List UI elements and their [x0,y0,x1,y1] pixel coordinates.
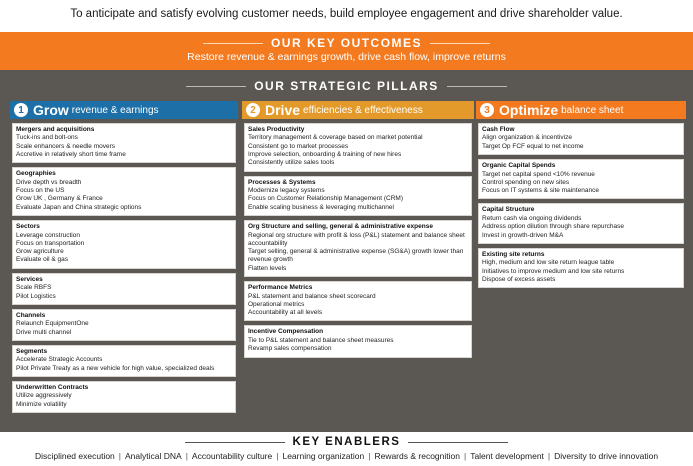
pillar-card [12,123,236,163]
card-item: Target selling, general & administrative expense (SG&A) growth lower than revenue growth [248,248,464,264]
separator: | [118,451,122,461]
card-item: Accretive in relatively short time frame [16,151,126,159]
card-title: Services [16,275,43,283]
key-enablers-list [0,451,693,461]
card-item: Invest in growth-driven M&A [482,231,564,239]
pillar-drive [242,101,474,362]
divider [186,86,246,87]
card-title: Mergers and acquisitions [16,126,95,133]
pillar-cards [242,123,474,358]
card-item: Align organization & incentivize [482,134,572,142]
key-enablers-title: KEY ENABLERS [292,436,401,448]
key-outcomes-subtitle: Restore revenue & earnings growth, drive cash flow, improve returns [187,51,506,63]
card-item: Drive depth vs breadth [16,178,82,186]
card-title: Channels [16,311,46,319]
card-item: Flatten levels [248,264,287,272]
card-title: Processes & Systems [248,178,316,186]
card-item: Focus on the US [16,187,65,195]
divider [408,442,508,443]
card-item: Minimize volatility [16,400,67,408]
pillar-card [244,281,472,321]
pillar-card [478,159,684,199]
pillar-card [244,220,472,277]
card-title: Cash Flow [482,126,515,133]
enabler-item: Talent development [470,451,544,461]
enabler-item: Learning organization [282,451,365,461]
card-item: Target Op FCF equal to net income [482,142,584,150]
enabler-item: Accountability culture [191,451,273,461]
separator: | [276,451,279,461]
pillar-card [12,273,236,305]
card-item: Operational metrics [248,300,305,308]
pillar-number-badge: 3 [480,103,494,117]
card-item: Address option dilution through share repurchase [482,223,625,231]
pillar-card [12,167,236,216]
strategic-pillars-title: OUR STRATEGIC PILLARS [254,79,439,93]
pillar-subtitle: efficiencies & effectiveness [303,104,423,116]
separator: | [547,451,551,461]
pillar-title: Optimize [499,102,559,118]
card-title: Incentive Compensation [248,328,324,336]
card-item: Utilize aggressively [16,392,72,400]
separator: | [368,451,371,461]
pillar-number-badge: 2 [246,103,260,117]
pillar-optimize [476,101,686,292]
enabler-item: Analytical DNA [125,451,182,461]
card-item: Target net capital spend <10% revenue [482,170,595,178]
card-item: Regional org structure with profit & loss (P&L) statement and balance sheet accountability [248,231,465,247]
pillar-card [478,123,684,155]
divider [447,86,507,87]
pillar-subtitle: balance sheet [561,104,624,116]
enabler-item: Diversity to drive innovation [554,451,659,461]
pillar-header [10,101,238,119]
divider [430,43,490,44]
strategic-pillars-panel [0,70,693,432]
card-item: Leverage construction [16,231,80,239]
card-title: Geographies [16,170,56,178]
card-item: P&L statement and balance sheet scorecard [248,292,376,300]
card-title: Underwritten Contracts [16,383,89,391]
enabler-item: Disciplined execution [34,451,115,461]
card-item: Consistently utilize sales tools [248,159,335,167]
card-title: Capital Structure [482,206,535,214]
key-outcomes-banner [0,32,693,70]
card-item: Scale enhancers & needle movers [16,142,116,150]
card-item: Modernize legacy systems [248,187,325,195]
card-item: Pilot Private Treaty as a new vehicle for high value, specialized deals [16,364,215,372]
card-item: Revamp sales compensation [248,345,332,353]
card-title: Organic Capital Spends [482,162,556,170]
card-item: Evaluate Japan and China strategic options [16,203,142,211]
divider [185,442,285,443]
pillar-card [244,176,472,216]
pillar-title: Drive [265,102,301,118]
pillar-card [478,248,684,288]
card-item: Consistent go to market processes [248,142,349,150]
pillar-card [244,325,472,357]
card-title: Sectors [16,223,40,231]
card-item: Improve selection, onboarding & training of new hires [248,151,402,159]
pillar-header [242,101,474,119]
card-item: Relaunch EquipmentOne [16,320,89,328]
pillar-title: Grow [33,102,69,118]
card-item: Territory management & coverage based on market potential [248,134,423,142]
card-item: Tie to P&L statement and balance sheet measures [248,336,394,344]
pillar-card [12,220,236,269]
card-item: Focus on Customer Relationship Management (CRM) [248,195,403,203]
key-outcomes-title: OUR KEY OUTCOMES [270,36,423,50]
pillar-cards [10,123,238,413]
enabler-item: Rewards & recognition [374,451,460,461]
pillar-subtitle: revenue & earnings [71,104,159,116]
card-item: Accelerate Strategic Accounts [16,356,103,364]
pillar-grow [10,101,238,417]
pillar-card [12,381,236,413]
card-title: Existing site returns [482,250,545,258]
pillar-number-badge: 1 [14,103,28,117]
mission-statement: To anticipate and satisfy evolving customer needs, build employee engagement and drive shareholder value. [70,8,623,20]
card-item: Return cash via ongoing dividends [482,214,582,222]
card-item: Focus on IT systems & site maintenance [482,187,599,195]
card-item: Drive multi channel [16,328,72,336]
card-item: Evaluate oil & gas [16,256,69,264]
card-title: Performance Metrics [248,284,313,292]
card-item: Accountability at all levels [248,309,323,317]
card-item: High, medium and low site return league table [482,259,615,267]
card-item: Dispose of excess assets [482,275,556,283]
separator: | [463,451,467,461]
pillar-cards [476,123,686,288]
card-item: Control spending on new sites [482,178,570,186]
divider [203,43,263,44]
card-item: Grow agriculture [16,248,64,256]
key-enablers-bar [0,432,693,466]
card-item: Pilot Logistics [16,292,56,300]
card-item: Grow UK , Germany & France [16,195,103,203]
card-item: Focus on transportation [16,239,85,247]
card-item: Enable scaling business & leveraging multichannel [248,203,394,211]
pillar-card [244,123,472,172]
card-item: Initiatives to improve medium and low site returns [482,267,625,275]
pillar-card [12,309,236,341]
card-item: Tuck-ins and bolt-ons [16,134,78,142]
pillar-card [12,345,236,377]
pillar-card [478,203,684,243]
card-title: Segments [16,347,48,355]
pillar-header [476,101,686,119]
card-title: Org Structure and selling, general & administrative expense [248,223,433,231]
card-item: Scale RBFS [16,284,52,292]
separator: | [185,451,188,461]
card-title: Sales Productivity [248,126,305,133]
